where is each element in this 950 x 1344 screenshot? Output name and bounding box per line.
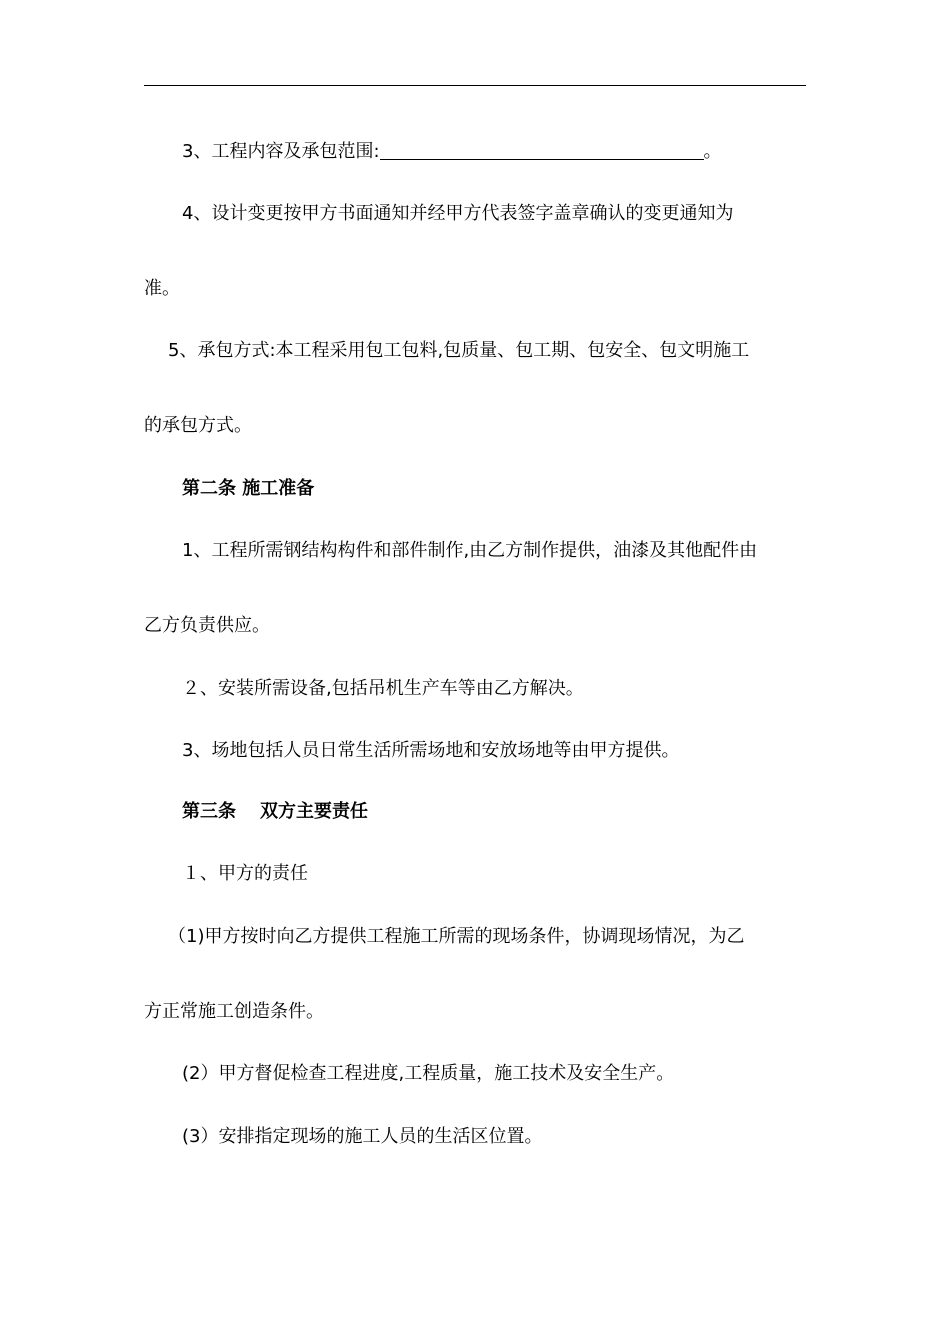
article-3-number: 第三条 [182,801,236,822]
clause-item-5-line2: 的承包方式。 [144,415,252,436]
article-2-heading: 第二条 施工准备 [182,478,315,499]
duty-item-2: (2）甲方督促检查工程进度,工程质量，施工技术及安全生产。 [182,1063,675,1084]
clause-item-4-line2: 准。 [144,278,180,299]
article-3-title: 双方主要责任 [260,801,368,822]
article-3-heading [182,800,368,824]
clause-item-3-line [182,140,722,164]
clause-item-3-label: 3、工程内容及承包范围: [182,141,380,162]
duty-section-1: １、甲方的责任 [182,863,308,884]
blank-fill-line [380,141,704,160]
prep-item-3: 3、场地包括人员日常生活所需场地和安放场地等由甲方提供。 [182,740,680,761]
clause-item-4-line1: 4、设计变更按甲方书面通知并经甲方代表签字盖章确认的变更通知为 [182,203,734,224]
clause-item-5-line1: 5、承包方式:本工程采用包工包料,包质量、包工期、包安全、包文明施工 [168,340,750,361]
duty-item-1-line2: 方正常施工创造条件。 [144,1001,324,1022]
header-rule [144,85,806,86]
prep-item-1-line1: 1、工程所需钢结构构件和部件制作,由乙方制作提供，油漆及其他配件由 [182,540,758,561]
duty-item-3: (3）安排指定现场的施工人员的生活区位置。 [182,1126,543,1147]
prep-item-2: ２、安装所需设备,包括吊机生产车等由乙方解决。 [182,678,584,699]
duty-item-1-line1: （1)甲方按时向乙方提供工程施工所需的现场条件，协调现场情况，为乙 [168,926,745,947]
clause-item-3-end: 。 [703,141,722,162]
prep-item-1-line2: 乙方负责供应。 [144,615,270,636]
